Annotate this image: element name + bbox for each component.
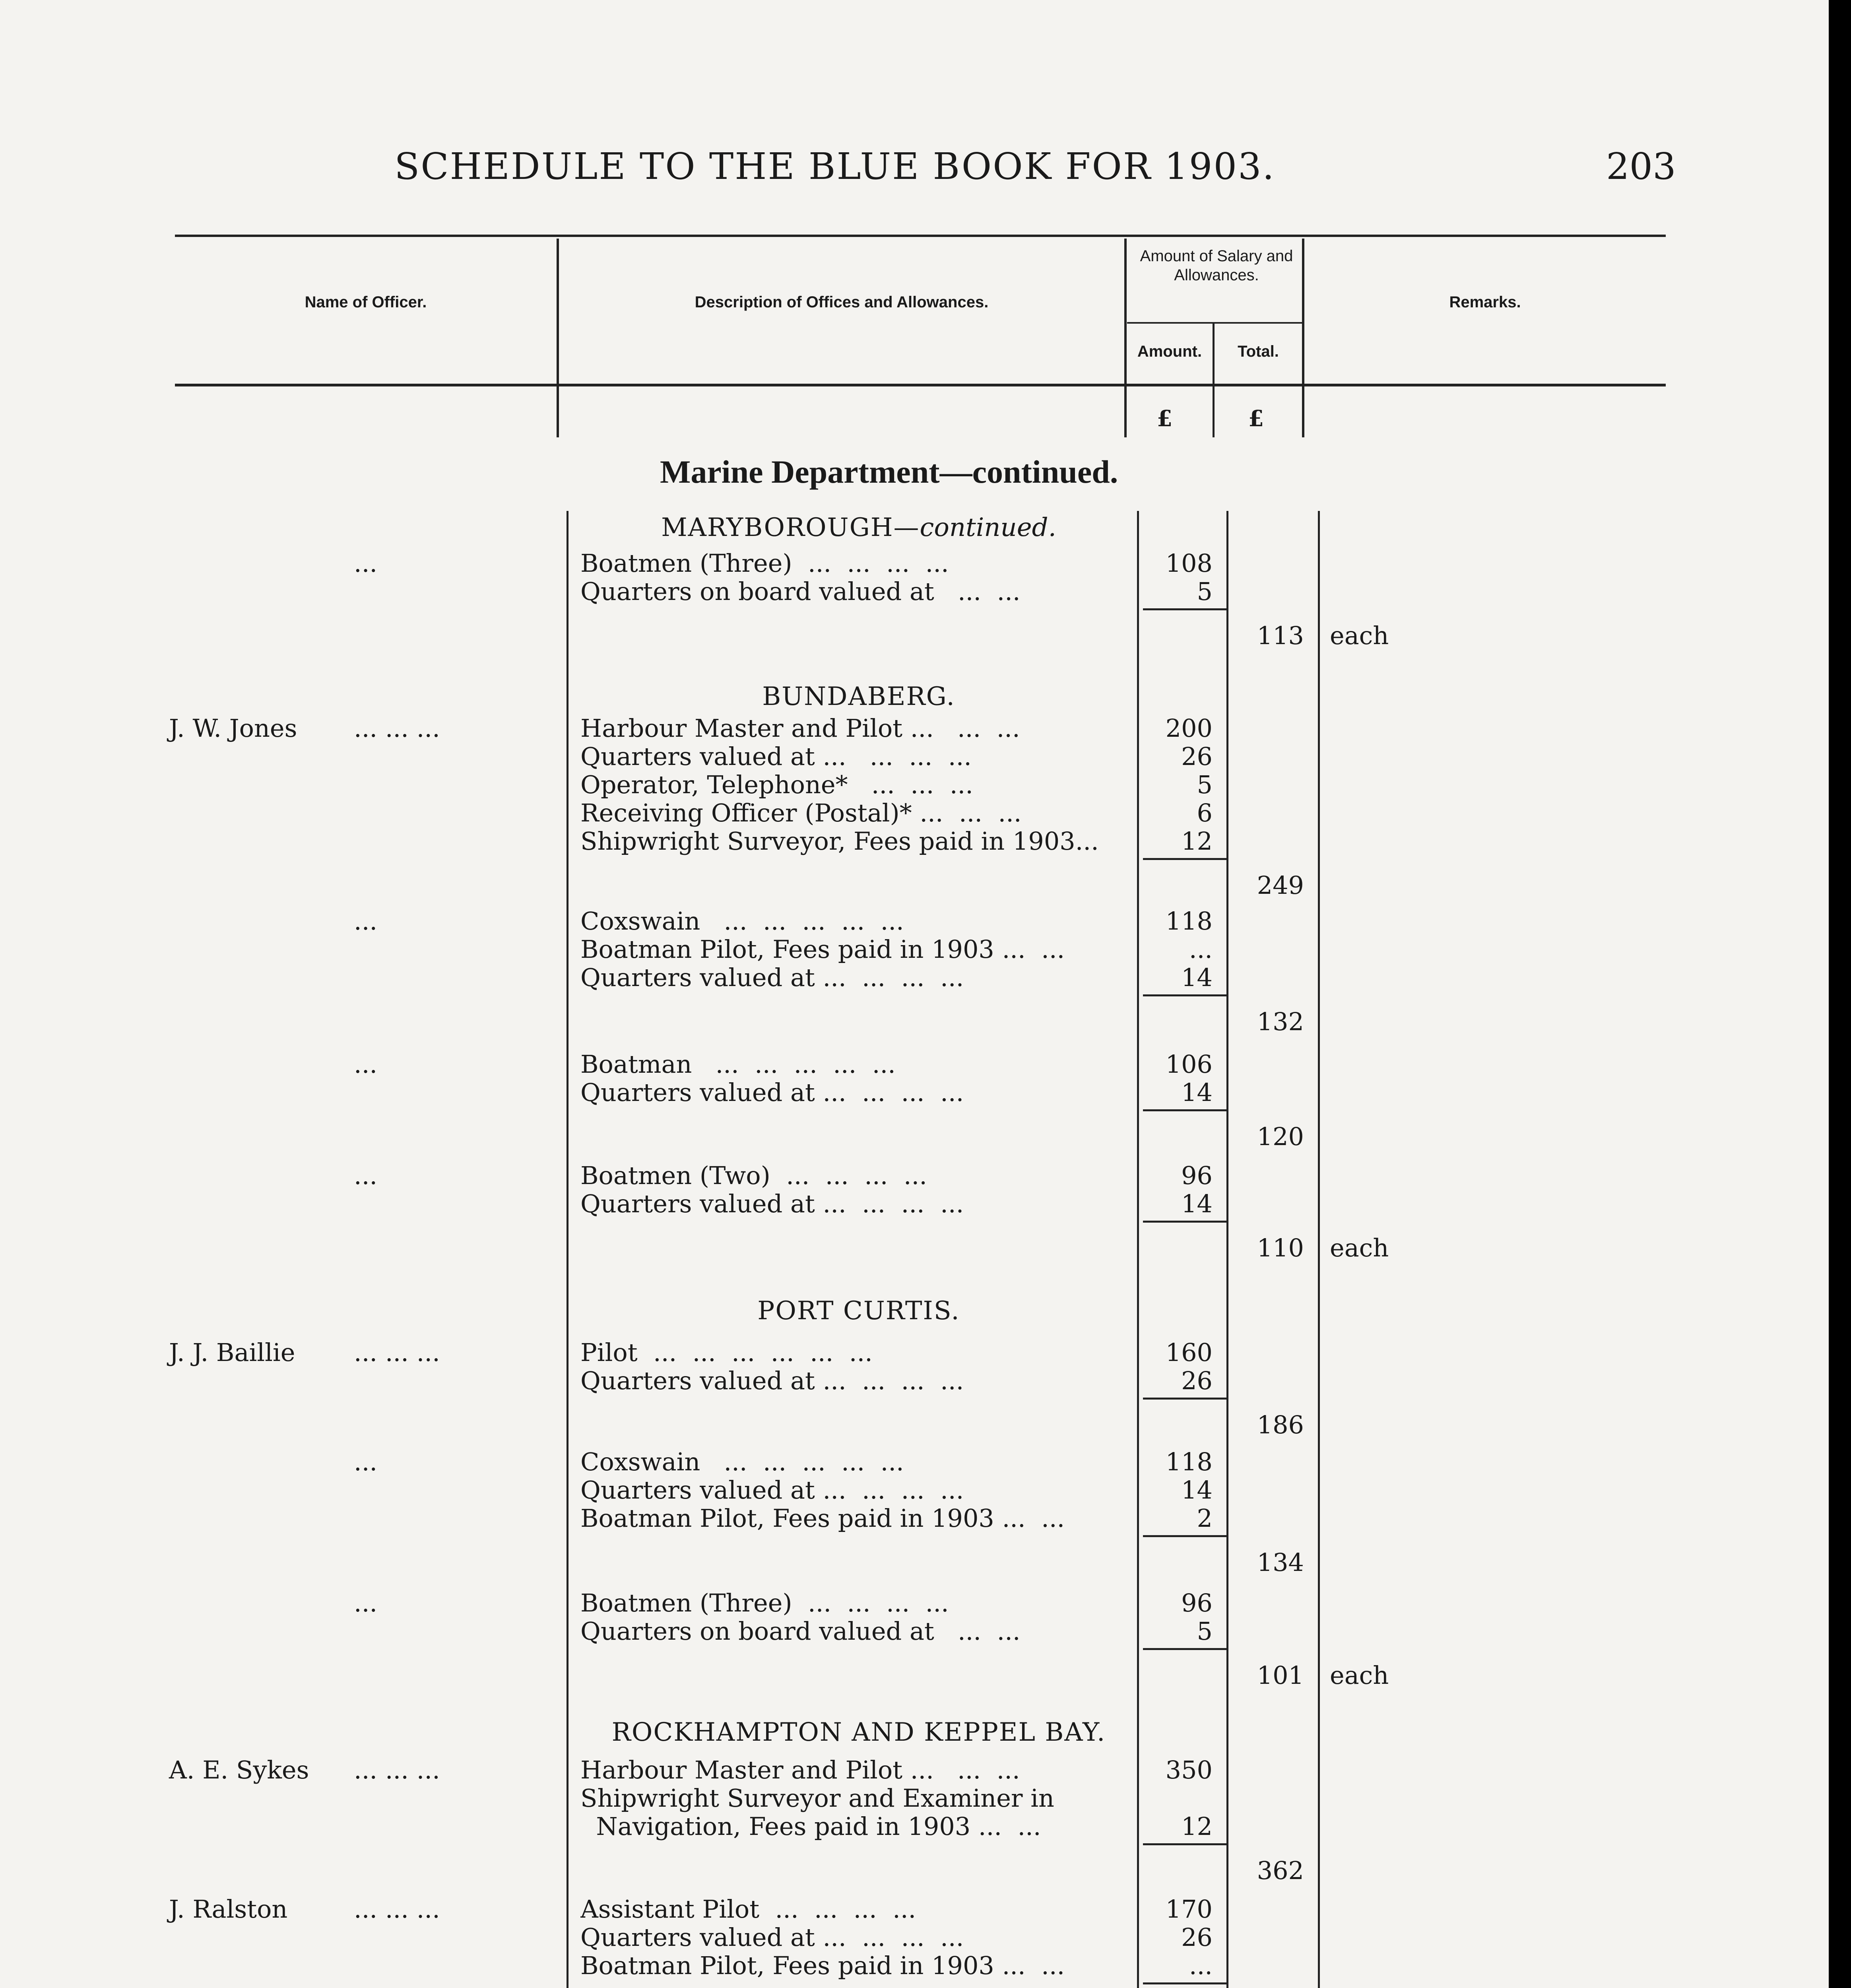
office-description: Navigation, Fees paid in 1903 ... ... [580, 1812, 1041, 1841]
name-leader-dots: ... [354, 1161, 378, 1190]
office-description: Boatman ... ... ... ... ... [580, 1050, 896, 1079]
section-bundaberg: BUNDABERG. [762, 682, 955, 711]
amount-value: 14 [1181, 1189, 1213, 1218]
body-divider-desc [567, 511, 568, 1988]
amount-subheader-rule [1127, 322, 1302, 324]
total-value: 134 [1257, 1548, 1304, 1577]
currency-amount: £ [1157, 406, 1172, 432]
name-leader-dots: ... [354, 1588, 378, 1617]
section-rockhampton: ROCKHAMPTON AND KEPPEL BAY. [611, 1718, 1106, 1747]
col-divider-1 [557, 239, 559, 437]
office-description: Boatmen (Three) ... ... ... ... [580, 1588, 949, 1617]
section-port-curtis: PORT CURTIS. [757, 1296, 960, 1326]
name-leader-dots: ... ... ... [354, 1338, 440, 1367]
col-header-total: Total. [1238, 343, 1279, 360]
body-divider-remarks [1318, 511, 1320, 1988]
col-divider-2 [1124, 239, 1127, 437]
amount-value: 106 [1165, 1050, 1213, 1079]
office-description: Shipwright Surveyor and Examiner in [580, 1784, 1054, 1813]
amount-value: 96 [1181, 1588, 1213, 1617]
office-description: Harbour Master and Pilot ... ... ... [580, 714, 1020, 743]
subtotal-rule [1143, 1982, 1226, 1984]
officer-name: A. E. Sykes [169, 1755, 309, 1784]
subtotal-rule [1143, 1535, 1226, 1537]
amount-value: 6 [1197, 798, 1213, 827]
office-description: Quarters on board valued at ... ... [580, 1617, 1021, 1646]
amount-value: 200 [1165, 714, 1213, 743]
office-description: Quarters valued at ... ... ... ... [580, 1923, 964, 1952]
name-leader-dots: ... ... ... [354, 1755, 440, 1784]
amount-value: 170 [1165, 1895, 1213, 1924]
col-divider-4 [1302, 239, 1304, 437]
currency-total: £ [1248, 406, 1264, 432]
office-description: Boatmen (Three) ... ... ... ... [580, 549, 949, 578]
amount-value: 108 [1165, 549, 1213, 578]
table-header-rule [175, 384, 1666, 386]
total-value: 132 [1257, 1007, 1304, 1036]
subtotal-rule [1143, 858, 1226, 860]
office-description: Quarters valued at ... ... ... ... [580, 1475, 964, 1505]
amount-value: 5 [1197, 1617, 1213, 1646]
col-header-description: Description of Offices and Allowances. [695, 293, 989, 311]
officer-name: J. Ralston [169, 1895, 288, 1924]
office-description: Receiving Officer (Postal)* ... ... ... [580, 798, 1022, 827]
office-description: Quarters valued at ... ... ... ... [580, 742, 972, 771]
remark-value: each [1330, 1233, 1389, 1262]
subtotal-rule [1143, 1109, 1226, 1111]
col-header-amount: Amount. [1137, 343, 1202, 360]
amount-value: 96 [1181, 1161, 1213, 1190]
name-leader-dots: ... [354, 907, 378, 936]
office-description: Boatmen (Two) ... ... ... ... [580, 1161, 927, 1190]
name-leader-dots: ... ... ... [354, 1895, 440, 1924]
subtotal-rule [1143, 1398, 1226, 1400]
total-value: 186 [1257, 1410, 1304, 1439]
subtotal-rule [1143, 1648, 1226, 1650]
office-description: Harbour Master and Pilot ... ... ... [580, 1755, 1020, 1784]
amount-value: 14 [1181, 963, 1213, 992]
section-maryborough: MARYBOROUGH—continued. [661, 513, 1056, 542]
table-top-rule [175, 235, 1666, 237]
page-header-title: SCHEDULE TO THE BLUE BOOK FOR 1903. [394, 145, 1275, 188]
amount-value: 5 [1197, 770, 1213, 799]
office-description: Quarters valued at ... ... ... ... [580, 1366, 964, 1395]
amount-value: 350 [1165, 1755, 1213, 1784]
name-leader-dots: ... [354, 1447, 378, 1476]
office-description: Operator, Telephone* ... ... ... [580, 770, 973, 799]
amount-value: 26 [1181, 1923, 1213, 1952]
total-value: 120 [1257, 1122, 1304, 1151]
office-description: Assistant Pilot ... ... ... ... [580, 1895, 916, 1924]
body-divider-amount [1137, 511, 1139, 1988]
amount-value: 26 [1181, 1366, 1213, 1395]
subtotal-rule [1143, 1221, 1226, 1223]
col-header-amount-group: Amount of Salary and Allowances. [1140, 247, 1293, 284]
remark-value: each [1330, 621, 1389, 650]
office-description: Pilot ... ... ... ... ... ... [580, 1338, 873, 1367]
office-description: Quarters on board valued at ... ... [580, 577, 1021, 606]
office-description: Boatman Pilot, Fees paid in 1903 ... ... [580, 935, 1065, 964]
total-value: 110 [1257, 1233, 1304, 1262]
col-header-remarks: Remarks. [1449, 293, 1521, 311]
total-value: 101 [1257, 1661, 1304, 1690]
col-divider-3 [1213, 322, 1215, 437]
office-description: Coxswain ... ... ... ... ... [580, 907, 904, 936]
amount-value: 118 [1165, 907, 1213, 936]
name-leader-dots: ... ... ... [354, 714, 440, 743]
total-value: 362 [1257, 1856, 1304, 1885]
amount-value: 14 [1181, 1475, 1213, 1505]
subtotal-rule [1143, 1843, 1226, 1845]
amount-value: 14 [1181, 1078, 1213, 1107]
remark-value: each [1330, 1661, 1389, 1690]
name-leader-dots: ... [354, 549, 378, 578]
subtotal-rule [1143, 994, 1226, 996]
amount-value: 160 [1165, 1338, 1213, 1367]
amount-value: 118 [1165, 1447, 1213, 1476]
total-value: 249 [1257, 871, 1304, 900]
page-number: 203 [1606, 145, 1676, 188]
department-heading: Marine Department—continued. [660, 454, 1118, 490]
office-description: Shipwright Surveyor, Fees paid in 1903... [580, 827, 1099, 856]
office-description: Quarters valued at ... ... ... ... [580, 1189, 964, 1218]
officer-name: J. J. Baillie [169, 1338, 295, 1367]
office-description: Quarters valued at ... ... ... ... [580, 963, 964, 992]
name-leader-dots: ... [354, 1050, 378, 1079]
col-header-name: Name of Officer. [305, 293, 427, 311]
amount-value: 12 [1181, 1812, 1213, 1841]
subtotal-rule [1143, 608, 1226, 610]
office-description: Coxswain ... ... ... ... ... [580, 1447, 904, 1476]
amount-value: 26 [1181, 742, 1213, 771]
office-description: Boatman Pilot, Fees paid in 1903 ... ... [580, 1951, 1065, 1980]
amount-value: 5 [1197, 577, 1213, 606]
amount-value: 2 [1197, 1504, 1213, 1533]
amount-value: 12 [1181, 827, 1213, 856]
office-description: Quarters valued at ... ... ... ... [580, 1078, 964, 1107]
amount-value: ... [1189, 935, 1213, 964]
office-description: Boatman Pilot, Fees paid in 1903 ... ... [580, 1504, 1065, 1533]
officer-name: J. W. Jones [169, 714, 297, 743]
total-value: 113 [1257, 621, 1304, 650]
amount-value: ... [1189, 1951, 1213, 1980]
